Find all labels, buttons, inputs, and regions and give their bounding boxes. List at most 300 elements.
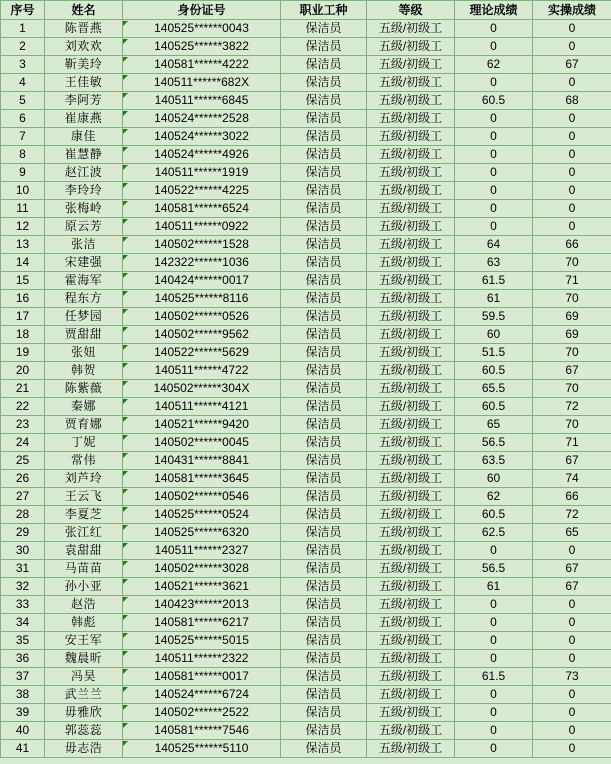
cell-r11-c5[interactable]: 0 (455, 218, 533, 236)
cell-r10-c3[interactable]: 保洁员 (281, 200, 367, 218)
cell-r2-c0[interactable]: 3 (1, 56, 45, 74)
cell-r21-c2[interactable]: 140511******4121 (123, 398, 281, 416)
cell-r17-c0[interactable]: 18 (1, 326, 45, 344)
cell-r38-c5[interactable]: 0 (455, 704, 533, 722)
cell-r5-c6[interactable]: 0 (533, 110, 611, 128)
cell-r13-c3[interactable]: 保洁员 (281, 254, 367, 272)
cell-r8-c3[interactable]: 保洁员 (281, 164, 367, 182)
cell-r30-c5[interactable]: 56.5 (455, 560, 533, 578)
cell-r40-c2[interactable]: 140525******5110 (123, 740, 281, 758)
cell-r35-c3[interactable]: 保洁员 (281, 650, 367, 668)
cell-r38-c4[interactable]: 五级/初级工 (367, 704, 455, 722)
cell-r6-c3[interactable]: 保洁员 (281, 128, 367, 146)
cell-r26-c6[interactable]: 66 (533, 488, 611, 506)
cell-r9-c1[interactable]: 李玲玲 (45, 182, 123, 200)
cell-r26-c1[interactable]: 王云飞 (45, 488, 123, 506)
cell-r23-c5[interactable]: 56.5 (455, 434, 533, 452)
cell-r12-c1[interactable]: 张洁 (45, 236, 123, 254)
cell-r20-c4[interactable]: 五级/初级工 (367, 380, 455, 398)
cell-r1-c3[interactable]: 保洁员 (281, 38, 367, 56)
cell-r14-c3[interactable]: 保洁员 (281, 272, 367, 290)
cell-r24-c5[interactable]: 63.5 (455, 452, 533, 470)
cell-r37-c2[interactable]: 140524******6724 (123, 686, 281, 704)
cell-r12-c4[interactable]: 五级/初级工 (367, 236, 455, 254)
cell-r35-c6[interactable]: 0 (533, 650, 611, 668)
cell-r12-c6[interactable]: 66 (533, 236, 611, 254)
cell-r35-c4[interactable]: 五级/初级工 (367, 650, 455, 668)
cell-r38-c0[interactable]: 39 (1, 704, 45, 722)
cell-r35-c1[interactable]: 魏晨昕 (45, 650, 123, 668)
cell-r19-c6[interactable]: 67 (533, 362, 611, 380)
table-row (1, 524, 611, 542)
cell-r28-c2[interactable]: 140525******6320 (123, 524, 281, 542)
cell-r21-c6[interactable]: 72 (533, 398, 611, 416)
cell-r33-c1[interactable]: 韩彪 (45, 614, 123, 632)
cell-r0-c2[interactable]: 140525******0043 (123, 20, 281, 38)
cell-r24-c2[interactable]: 140431******8841 (123, 452, 281, 470)
cell-r4-c3[interactable]: 保洁员 (281, 92, 367, 110)
table-row (1, 110, 611, 128)
cell-r27-c5[interactable]: 60.5 (455, 506, 533, 524)
cell-r1-c2[interactable]: 140525******3822 (123, 38, 281, 56)
cell-r4-c0[interactable]: 5 (1, 92, 45, 110)
cell-r1-c4[interactable]: 五级/初级工 (367, 38, 455, 56)
cell-r27-c2[interactable]: 140525******0524 (123, 506, 281, 524)
cell-r11-c1[interactable]: 原云芳 (45, 218, 123, 236)
cell-r31-c0[interactable]: 32 (1, 578, 45, 596)
cell-warning-marker-icon (123, 525, 128, 530)
cell-r7-c6[interactable]: 0 (533, 146, 611, 164)
cell-r39-c4[interactable]: 五级/初级工 (367, 722, 455, 740)
cell-r14-c4[interactable]: 五级/初级工 (367, 272, 455, 290)
cell-r39-c1[interactable]: 郭蕊蕊 (45, 722, 123, 740)
cell-r3-c6[interactable]: 0 (533, 74, 611, 92)
cell-r17-c4[interactable]: 五级/初级工 (367, 326, 455, 344)
cell-r19-c2[interactable]: 140511******4722 (123, 362, 281, 380)
cell-r9-c6[interactable]: 0 (533, 182, 611, 200)
cell-r10-c5[interactable]: 0 (455, 200, 533, 218)
cell-r3-c5[interactable]: 0 (455, 74, 533, 92)
cell-r14-c1[interactable]: 霍海军 (45, 272, 123, 290)
cell-r30-c1[interactable]: 马苗苗 (45, 560, 123, 578)
cell-r34-c1[interactable]: 安王军 (45, 632, 123, 650)
cell-r26-c3[interactable]: 保洁员 (281, 488, 367, 506)
cell-warning-marker-icon (123, 57, 128, 62)
cell-r22-c3[interactable]: 保洁员 (281, 416, 367, 434)
cell-r3-c0[interactable]: 4 (1, 74, 45, 92)
cell-r20-c0[interactable]: 21 (1, 380, 45, 398)
cell-r28-c4[interactable]: 五级/初级工 (367, 524, 455, 542)
cell-r5-c5[interactable]: 0 (455, 110, 533, 128)
cell-r15-c3[interactable]: 保洁员 (281, 290, 367, 308)
cell-r11-c4[interactable]: 五级/初级工 (367, 218, 455, 236)
cell-r15-c1[interactable]: 程东方 (45, 290, 123, 308)
cell-r18-c5[interactable]: 51.5 (455, 344, 533, 362)
cell-r6-c0[interactable]: 7 (1, 128, 45, 146)
cell-r4-c2[interactable]: 140511******6845 (123, 92, 281, 110)
cell-r6-c1[interactable]: 康佳 (45, 128, 123, 146)
cell-r8-c6[interactable]: 0 (533, 164, 611, 182)
cell-r25-c6[interactable]: 74 (533, 470, 611, 488)
cell-r26-c5[interactable]: 62 (455, 488, 533, 506)
cell-r31-c6[interactable]: 67 (533, 578, 611, 596)
cell-r33-c5[interactable]: 0 (455, 614, 533, 632)
cell-r34-c6[interactable]: 0 (533, 632, 611, 650)
cell-r5-c1[interactable]: 崔康燕 (45, 110, 123, 128)
cell-r27-c6[interactable]: 72 (533, 506, 611, 524)
cell-r6-c2[interactable]: 140524******3022 (123, 128, 281, 146)
cell-r23-c4[interactable]: 五级/初级工 (367, 434, 455, 452)
cell-r14-c6[interactable]: 71 (533, 272, 611, 290)
cell-r40-c6[interactable]: 0 (533, 740, 611, 758)
cell-r33-c2[interactable]: 140581******6217 (123, 614, 281, 632)
cell-r40-c0[interactable]: 41 (1, 740, 45, 758)
cell-r8-c4[interactable]: 五级/初级工 (367, 164, 455, 182)
table-row (1, 182, 611, 200)
cell-r21-c3[interactable]: 保洁员 (281, 398, 367, 416)
cell-r32-c6[interactable]: 0 (533, 596, 611, 614)
cell-r24-c6[interactable]: 67 (533, 452, 611, 470)
cell-r23-c3[interactable]: 保洁员 (281, 434, 367, 452)
cell-r32-c1[interactable]: 赵浩 (45, 596, 123, 614)
cell-r22-c1[interactable]: 贾育娜 (45, 416, 123, 434)
cell-r27-c1[interactable]: 李夏芝 (45, 506, 123, 524)
cell-r28-c5[interactable]: 62.5 (455, 524, 533, 542)
cell-r11-c3[interactable]: 保洁员 (281, 218, 367, 236)
cell-r7-c1[interactable]: 崔慧静 (45, 146, 123, 164)
cell-r4-c4[interactable]: 五级/初级工 (367, 92, 455, 110)
cell-r31-c3[interactable]: 保洁员 (281, 578, 367, 596)
cell-r37-c6[interactable]: 0 (533, 686, 611, 704)
cell-r3-c4[interactable]: 五级/初级工 (367, 74, 455, 92)
cell-r19-c0[interactable]: 20 (1, 362, 45, 380)
cell-r35-c5[interactable]: 0 (455, 650, 533, 668)
cell-r36-c5[interactable]: 61.5 (455, 668, 533, 686)
cell-r30-c4[interactable]: 五级/初级工 (367, 560, 455, 578)
cell-r14-c2[interactable]: 140424******0017 (123, 272, 281, 290)
cell-r17-c6[interactable]: 69 (533, 326, 611, 344)
cell-r27-c0[interactable]: 28 (1, 506, 45, 524)
cell-r22-c4[interactable]: 五级/初级工 (367, 416, 455, 434)
cell-r39-c5[interactable]: 0 (455, 722, 533, 740)
cell-r29-c1[interactable]: 袁甜甜 (45, 542, 123, 560)
cell-r17-c3[interactable]: 保洁员 (281, 326, 367, 344)
cell-r15-c4[interactable]: 五级/初级工 (367, 290, 455, 308)
cell-r21-c0[interactable]: 22 (1, 398, 45, 416)
cell-r29-c3[interactable]: 保洁员 (281, 542, 367, 560)
cell-r8-c1[interactable]: 赵江波 (45, 164, 123, 182)
cell-r36-c2[interactable]: 140581******0017 (123, 668, 281, 686)
cell-r38-c1[interactable]: 毋雅欣 (45, 704, 123, 722)
cell-r2-c5[interactable]: 62 (455, 56, 533, 74)
cell-r32-c0[interactable]: 33 (1, 596, 45, 614)
cell-r34-c4[interactable]: 五级/初级工 (367, 632, 455, 650)
cell-r16-c5[interactable]: 59.5 (455, 308, 533, 326)
cell-warning-marker-icon (123, 183, 128, 188)
cell-r16-c2[interactable]: 140502******0526 (123, 308, 281, 326)
cell-r17-c2[interactable]: 140502******9562 (123, 326, 281, 344)
cell-r18-c2[interactable]: 140522******5629 (123, 344, 281, 362)
cell-r1-c1[interactable]: 刘欢欢 (45, 38, 123, 56)
cell-r21-c4[interactable]: 五级/初级工 (367, 398, 455, 416)
cell-r11-c0[interactable]: 12 (1, 218, 45, 236)
cell-r37-c1[interactable]: 武兰兰 (45, 686, 123, 704)
cell-r6-c4[interactable]: 五级/初级工 (367, 128, 455, 146)
cell-r23-c0[interactable]: 24 (1, 434, 45, 452)
cell-r25-c1[interactable]: 刘芦玲 (45, 470, 123, 488)
cell-r13-c5[interactable]: 63 (455, 254, 533, 272)
cell-r1-c6[interactable]: 0 (533, 38, 611, 56)
cell-r2-c2[interactable]: 140581******4222 (123, 56, 281, 74)
cell-r39-c3[interactable]: 保洁员 (281, 722, 367, 740)
cell-warning-marker-icon (123, 327, 128, 332)
cell-r36-c3[interactable]: 保洁员 (281, 668, 367, 686)
cell-r16-c1[interactable]: 任梦园 (45, 308, 123, 326)
cell-r16-c6[interactable]: 69 (533, 308, 611, 326)
cell-r35-c0[interactable]: 36 (1, 650, 45, 668)
cell-r24-c1[interactable]: 常伟 (45, 452, 123, 470)
cell-r10-c4[interactable]: 五级/初级工 (367, 200, 455, 218)
cell-r38-c2[interactable]: 140502******2522 (123, 704, 281, 722)
cell-r6-c5[interactable]: 0 (455, 128, 533, 146)
cell-r5-c0[interactable]: 6 (1, 110, 45, 128)
cell-r21-c5[interactable]: 60.5 (455, 398, 533, 416)
cell-r21-c1[interactable]: 秦娜 (45, 398, 123, 416)
cell-r3-c1[interactable]: 王佳敏 (45, 74, 123, 92)
cell-r37-c0[interactable]: 38 (1, 686, 45, 704)
cell-r30-c3[interactable]: 保洁员 (281, 560, 367, 578)
cell-r37-c4[interactable]: 五级/初级工 (367, 686, 455, 704)
cell-r0-c0[interactable]: 1 (1, 20, 45, 38)
cell-r16-c3[interactable]: 保洁员 (281, 308, 367, 326)
cell-r2-c4[interactable]: 五级/初级工 (367, 56, 455, 74)
cell-r2-c1[interactable]: 靳美玲 (45, 56, 123, 74)
cell-r20-c5[interactable]: 65.5 (455, 380, 533, 398)
cell-r13-c1[interactable]: 宋建强 (45, 254, 123, 272)
cell-warning-marker-icon (123, 561, 128, 566)
cell-r19-c4[interactable]: 五级/初级工 (367, 362, 455, 380)
cell-r12-c0[interactable]: 13 (1, 236, 45, 254)
cell-r34-c5[interactable]: 0 (455, 632, 533, 650)
cell-r2-c6[interactable]: 67 (533, 56, 611, 74)
cell-r12-c5[interactable]: 64 (455, 236, 533, 254)
cell-r10-c6[interactable]: 0 (533, 200, 611, 218)
cell-r5-c3[interactable]: 保洁员 (281, 110, 367, 128)
cell-r7-c3[interactable]: 保洁员 (281, 146, 367, 164)
cell-r26-c4[interactable]: 五级/初级工 (367, 488, 455, 506)
cell-r10-c0[interactable]: 11 (1, 200, 45, 218)
cell-r7-c5[interactable]: 0 (455, 146, 533, 164)
cell-r20-c1[interactable]: 陈紫薇 (45, 380, 123, 398)
cell-r29-c6[interactable]: 0 (533, 542, 611, 560)
table-row (1, 506, 611, 524)
cell-r0-c3[interactable]: 保洁员 (281, 20, 367, 38)
cell-r25-c2[interactable]: 140581******3645 (123, 470, 281, 488)
cell-r12-c2[interactable]: 140502******1528 (123, 236, 281, 254)
cell-r22-c6[interactable]: 70 (533, 416, 611, 434)
cell-r28-c3[interactable]: 保洁员 (281, 524, 367, 542)
cell-r24-c4[interactable]: 五级/初级工 (367, 452, 455, 470)
cell-r0-c4[interactable]: 五级/初级工 (367, 20, 455, 38)
cell-r28-c0[interactable]: 29 (1, 524, 45, 542)
cell-r15-c5[interactable]: 61 (455, 290, 533, 308)
cell-r0-c1[interactable]: 陈晋燕 (45, 20, 123, 38)
cell-r24-c3[interactable]: 保洁员 (281, 452, 367, 470)
cell-r19-c1[interactable]: 韩贺 (45, 362, 123, 380)
cell-r13-c4[interactable]: 五级/初级工 (367, 254, 455, 272)
cell-r18-c4[interactable]: 五级/初级工 (367, 344, 455, 362)
cell-r18-c6[interactable]: 70 (533, 344, 611, 362)
cell-r7-c0[interactable]: 8 (1, 146, 45, 164)
cell-r25-c0[interactable]: 26 (1, 470, 45, 488)
cell-r31-c4[interactable]: 五级/初级工 (367, 578, 455, 596)
cell-r20-c6[interactable]: 70 (533, 380, 611, 398)
cell-r40-c4[interactable]: 五级/初级工 (367, 740, 455, 758)
cell-r19-c5[interactable]: 60.5 (455, 362, 533, 380)
cell-r9-c0[interactable]: 10 (1, 182, 45, 200)
cell-r26-c2[interactable]: 140502******0546 (123, 488, 281, 506)
cell-r31-c1[interactable]: 孙小亚 (45, 578, 123, 596)
cell-r6-c6[interactable]: 0 (533, 128, 611, 146)
cell-r33-c4[interactable]: 五级/初级工 (367, 614, 455, 632)
cell-r29-c5[interactable]: 0 (455, 542, 533, 560)
cell-r0-c6[interactable]: 0 (533, 20, 611, 38)
cell-r32-c5[interactable]: 0 (455, 596, 533, 614)
cell-r17-c1[interactable]: 贾甜甜 (45, 326, 123, 344)
cell-r4-c6[interactable]: 68 (533, 92, 611, 110)
cell-r39-c6[interactable]: 0 (533, 722, 611, 740)
cell-r19-c3[interactable]: 保洁员 (281, 362, 367, 380)
cell-r9-c2[interactable]: 140522******4225 (123, 182, 281, 200)
cell-r2-c3[interactable]: 保洁员 (281, 56, 367, 74)
cell-r11-c6[interactable]: 0 (533, 218, 611, 236)
cell-r31-c5[interactable]: 61 (455, 578, 533, 596)
cell-r3-c2[interactable]: 140511******682X (123, 74, 281, 92)
cell-r15-c0[interactable]: 16 (1, 290, 45, 308)
cell-r15-c6[interactable]: 70 (533, 290, 611, 308)
cell-r23-c1[interactable]: 丁妮 (45, 434, 123, 452)
cell-r7-c4[interactable]: 五级/初级工 (367, 146, 455, 164)
cell-r31-c2[interactable]: 140521******3621 (123, 578, 281, 596)
cell-r38-c6[interactable]: 0 (533, 704, 611, 722)
cell-r25-c4[interactable]: 五级/初级工 (367, 470, 455, 488)
cell-r8-c5[interactable]: 0 (455, 164, 533, 182)
cell-r9-c5[interactable]: 0 (455, 182, 533, 200)
cell-r36-c4[interactable]: 五级/初级工 (367, 668, 455, 686)
cell-r36-c0[interactable]: 37 (1, 668, 45, 686)
cell-r10-c2[interactable]: 140581******6524 (123, 200, 281, 218)
cell-r14-c0[interactable]: 15 (1, 272, 45, 290)
cell-r34-c0[interactable]: 35 (1, 632, 45, 650)
cell-r7-c2[interactable]: 140524******4926 (123, 146, 281, 164)
cell-r30-c6[interactable]: 67 (533, 560, 611, 578)
cell-r22-c2[interactable]: 140521******9420 (123, 416, 281, 434)
cell-r18-c3[interactable]: 保洁员 (281, 344, 367, 362)
cell-r18-c0[interactable]: 19 (1, 344, 45, 362)
cell-r29-c4[interactable]: 五级/初级工 (367, 542, 455, 560)
cell-r17-c5[interactable]: 60 (455, 326, 533, 344)
cell-r27-c3[interactable]: 保洁员 (281, 506, 367, 524)
cell-r29-c2[interactable]: 140511******2327 (123, 542, 281, 560)
cell-r4-c1[interactable]: 李阿芳 (45, 92, 123, 110)
cell-r23-c6[interactable]: 71 (533, 434, 611, 452)
cell-r23-c2[interactable]: 140502******0045 (123, 434, 281, 452)
cell-r32-c3[interactable]: 保洁员 (281, 596, 367, 614)
cell-r33-c6[interactable]: 0 (533, 614, 611, 632)
table-row (1, 614, 611, 632)
cell-r37-c5[interactable]: 0 (455, 686, 533, 704)
cell-r3-c3[interactable]: 保洁员 (281, 74, 367, 92)
cell-r10-c1[interactable]: 张梅岭 (45, 200, 123, 218)
cell-r13-c6[interactable]: 70 (533, 254, 611, 272)
cell-r26-c0[interactable]: 27 (1, 488, 45, 506)
cell-r28-c1[interactable]: 张江红 (45, 524, 123, 542)
table-row (1, 164, 611, 182)
table-row (1, 20, 611, 38)
cell-r29-c0[interactable]: 30 (1, 542, 45, 560)
cell-r13-c0[interactable]: 14 (1, 254, 45, 272)
cell-r30-c2[interactable]: 140502******3028 (123, 560, 281, 578)
cell-r39-c2[interactable]: 140581******7546 (123, 722, 281, 740)
cell-r16-c0[interactable]: 17 (1, 308, 45, 326)
cell-r1-c0[interactable]: 2 (1, 38, 45, 56)
cell-r5-c4[interactable]: 五级/初级工 (367, 110, 455, 128)
cell-r13-c2[interactable]: 142322******1036 (123, 254, 281, 272)
cell-r12-c3[interactable]: 保洁员 (281, 236, 367, 254)
cell-r27-c4[interactable]: 五级/初级工 (367, 506, 455, 524)
cell-r34-c2[interactable]: 140525******5015 (123, 632, 281, 650)
cell-r20-c3[interactable]: 保洁员 (281, 380, 367, 398)
cell-r9-c4[interactable]: 五级/初级工 (367, 182, 455, 200)
cell-r32-c4[interactable]: 五级/初级工 (367, 596, 455, 614)
cell-warning-marker-icon (123, 399, 128, 404)
cell-r36-c6[interactable]: 73 (533, 668, 611, 686)
cell-r22-c5[interactable]: 65 (455, 416, 533, 434)
cell-r30-c0[interactable]: 31 (1, 560, 45, 578)
cell-r4-c5[interactable]: 60.5 (455, 92, 533, 110)
cell-r40-c3[interactable]: 保洁员 (281, 740, 367, 758)
cell-r8-c2[interactable]: 140511******1919 (123, 164, 281, 182)
cell-r35-c2[interactable]: 140511******2322 (123, 650, 281, 668)
cell-r38-c3[interactable]: 保洁员 (281, 704, 367, 722)
cell-r40-c1[interactable]: 毋志浩 (45, 740, 123, 758)
cell-r15-c2[interactable]: 140525******8116 (123, 290, 281, 308)
cell-r34-c3[interactable]: 保洁员 (281, 632, 367, 650)
cell-r0-c5[interactable]: 0 (455, 20, 533, 38)
cell-r14-c5[interactable]: 61.5 (455, 272, 533, 290)
cell-r39-c0[interactable]: 40 (1, 722, 45, 740)
cell-r32-c2[interactable]: 140423******2013 (123, 596, 281, 614)
cell-r11-c2[interactable]: 140511******0922 (123, 218, 281, 236)
cell-r9-c3[interactable]: 保洁员 (281, 182, 367, 200)
cell-r37-c3[interactable]: 保洁员 (281, 686, 367, 704)
cell-r28-c6[interactable]: 65 (533, 524, 611, 542)
cell-r20-c2[interactable]: 140502******304X (123, 380, 281, 398)
cell-r33-c0[interactable]: 34 (1, 614, 45, 632)
cell-r33-c3[interactable]: 保洁员 (281, 614, 367, 632)
cell-r40-c5[interactable]: 0 (455, 740, 533, 758)
cell-r16-c4[interactable]: 五级/初级工 (367, 308, 455, 326)
cell-r36-c1[interactable]: 冯昊 (45, 668, 123, 686)
cell-r24-c0[interactable]: 25 (1, 452, 45, 470)
cell-r5-c2[interactable]: 140524******2528 (123, 110, 281, 128)
cell-r25-c5[interactable]: 60 (455, 470, 533, 488)
cell-r22-c0[interactable]: 23 (1, 416, 45, 434)
cell-r18-c1[interactable]: 张妞 (45, 344, 123, 362)
cell-r8-c0[interactable]: 9 (1, 164, 45, 182)
cell-r25-c3[interactable]: 保洁员 (281, 470, 367, 488)
cell-r1-c5[interactable]: 0 (455, 38, 533, 56)
